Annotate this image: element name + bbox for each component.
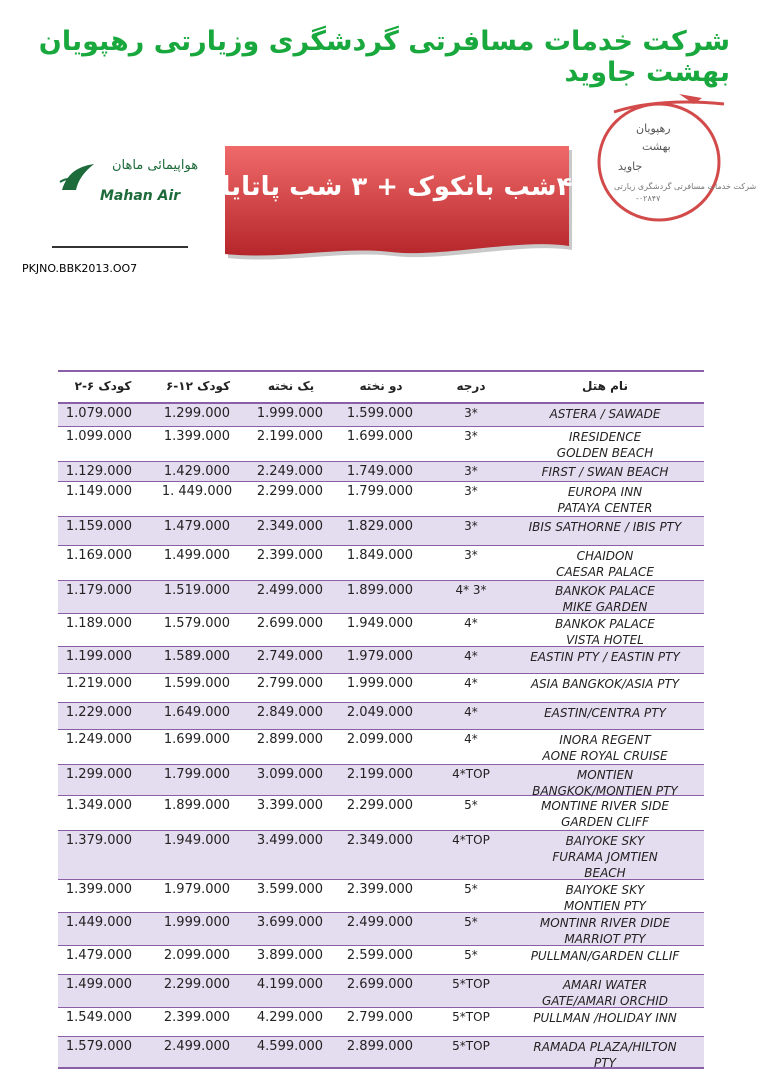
table-row [58, 831, 704, 880]
cell-grade: 3* [464, 406, 478, 420]
table-row [58, 674, 704, 703]
cell-hotel: ASTERA / SAWADE [549, 407, 661, 421]
cell-double: 1.799.000 [346, 484, 414, 499]
cell-hotel: MONTINE RIVER SIDE GARDEN CLIFF [541, 799, 669, 829]
cell-double: 1.849.000 [346, 548, 414, 563]
cell-grade: 4* 3* [455, 583, 487, 597]
cell-child6: 1.189.000 [65, 616, 133, 631]
cell-child6: 1.249.000 [65, 732, 133, 747]
cell-child6: 1.149.000 [65, 484, 133, 499]
cell-grade: 5* [464, 798, 478, 812]
cell-hotel: EASTIN/CENTRA PTY [544, 706, 666, 720]
cell-child12: 1.579.000 [163, 616, 231, 631]
cell-child12: 1.649.000 [163, 705, 231, 720]
cell-grade: 4* [464, 705, 478, 719]
cell-child6: 1.199.000 [65, 649, 133, 664]
cell-double: 2.349.000 [346, 833, 414, 848]
table-row [58, 765, 704, 796]
cell-grade: 4*TOP [452, 833, 490, 847]
cell-single: 2.299.000 [256, 484, 324, 499]
cell-hotel: IRESIDENCE GOLDEN BEACH [556, 430, 654, 460]
cell-child6: 1.399.000 [65, 882, 133, 897]
cell-child6: 1.379.000 [65, 833, 133, 848]
cell-hotel: MONTIEN BANGKOK/MONTIEN PTY [532, 768, 678, 798]
cell-double: 2.299.000 [346, 798, 414, 813]
cell-single: 3.499.000 [256, 833, 324, 848]
cell-child6: 1.579.000 [65, 1039, 133, 1054]
cell-child12: 1.589.000 [163, 649, 231, 664]
cell-child12: 1.999.000 [163, 915, 231, 930]
title-banner [221, 142, 573, 262]
table-row [58, 796, 704, 831]
cell-hotel: ASIA BANGKOK/ASIA PTY [530, 677, 680, 691]
header-double: دو نخته [359, 379, 403, 393]
cell-grade: 3* [464, 464, 478, 478]
cell-double: 2.799.000 [346, 1010, 414, 1025]
airline-name-fa: هواپیمائی ماهان [112, 158, 199, 173]
cell-grade: 4*TOP [452, 767, 490, 781]
cell-double: 1.999.000 [346, 676, 414, 691]
cell-child12: 1.699.000 [163, 732, 231, 747]
cell-single: 2.899.000 [256, 732, 324, 747]
cell-single: 3.699.000 [256, 915, 324, 930]
cell-double: 2.899.000 [346, 1039, 414, 1054]
cell-hotel: AMARI WATER GATE/AMARI ORCHID [541, 978, 669, 1008]
table-row [58, 1008, 704, 1037]
cell-single: 2.399.000 [256, 548, 324, 563]
cell-double: 2.399.000 [346, 882, 414, 897]
cell-double: 2.499.000 [346, 915, 414, 930]
header-child12: کودک ۱۲-۶ [165, 379, 231, 393]
cell-grade: 3* [464, 429, 478, 443]
cell-grade: 3* [464, 519, 478, 533]
cell-double: 1.599.000 [346, 406, 414, 421]
cell-grade: 5*TOP [452, 1010, 490, 1024]
cell-single: 2.249.000 [256, 464, 324, 479]
cell-single: 2.699.000 [256, 616, 324, 631]
cell-hotel: EUROPA INN PATAYA CENTER [557, 485, 653, 515]
cell-double: 1.949.000 [346, 616, 414, 631]
cell-hotel: PULLMAN/GARDEN CLLIF [530, 949, 680, 963]
cell-child6: 1.499.000 [65, 977, 133, 992]
table-row [58, 647, 704, 674]
cell-grade: 5*TOP [452, 1039, 490, 1053]
cell-child12: 1.949.000 [163, 833, 231, 848]
cell-hotel: BANKOK PALACE MIKE GARDEN [555, 584, 655, 614]
cell-child6: 1.129.000 [65, 464, 133, 479]
table-row [58, 427, 704, 462]
cell-grade: 3* [464, 484, 478, 498]
cell-child12: 2.499.000 [163, 1039, 231, 1054]
cell-grade: 3* [464, 548, 478, 562]
cell-double: 1.829.000 [346, 519, 414, 534]
package-number: PKJNO.BBK2013.OO7 [22, 262, 138, 275]
cell-single: 2.199.000 [256, 429, 324, 444]
mahan-air-logo-icon [58, 160, 98, 196]
stamp-line-4: شرکت خدمات مسافرتی گردشگری زیارتی [614, 182, 757, 191]
cell-double: 2.049.000 [346, 705, 414, 720]
cell-double: 1.749.000 [346, 464, 414, 479]
cell-child6: 1.219.000 [65, 676, 133, 691]
cell-single: 4.299.000 [256, 1010, 324, 1025]
cell-child12: 2.399.000 [163, 1010, 231, 1025]
cell-double: 1.699.000 [346, 429, 414, 444]
cell-hotel: RAMADA PLAZA/HILTON PTY [533, 1040, 677, 1070]
table-row [58, 913, 704, 946]
cell-single: 2.499.000 [256, 583, 324, 598]
cell-child6: 1.099.000 [65, 429, 133, 444]
cell-single: 2.799.000 [256, 676, 324, 691]
cell-grade: 4* [464, 616, 478, 630]
cell-child12: 1.499.000 [163, 548, 231, 563]
cell-child6: 1.299.000 [65, 767, 133, 782]
cell-double: 2.699.000 [346, 977, 414, 992]
cell-hotel: CHAIDON CAESAR PALACE [556, 549, 654, 579]
cell-child6: 1.079.000 [65, 406, 133, 421]
cell-single: 2.749.000 [256, 649, 324, 664]
table-header [58, 370, 704, 404]
cell-child12: 1.479.000 [163, 519, 231, 534]
cell-child6: 1.159.000 [65, 519, 133, 534]
company-title: شرکت خدمات مسافرتی گردشگری وزیارتی رهپویان بهشت جاوید [38, 26, 730, 88]
stamp-line-1: رهپویان [636, 122, 671, 135]
cell-hotel: BAIYOKE SKY MONTIEN PTY [564, 883, 646, 913]
cell-hotel: IBIS SATHORNE / IBIS PTY [528, 520, 682, 534]
cell-hotel: BAIYOKE SKY FURAMA JOMTIEN BEACH [552, 834, 658, 880]
header-hotel: نام هتل [582, 379, 628, 393]
cell-child12: 2.099.000 [163, 948, 231, 963]
cell-child12: 1.429.000 [163, 464, 231, 479]
table-row [58, 703, 704, 730]
cell-hotel: MONTINR RIVER DIDE MARRIOT PTY [539, 916, 671, 946]
package-title: ۴شب بانکوک + ۳ شب پاتایا [221, 172, 573, 202]
stamp-line-2: بهشت [642, 140, 671, 153]
cell-child12: 2.299.000 [163, 977, 231, 992]
cell-single: 3.399.000 [256, 798, 324, 813]
cell-single: 4.599.000 [256, 1039, 324, 1054]
airline-name-en: Mahan Air [100, 188, 181, 204]
table-row [58, 730, 704, 765]
cell-child12: 1.799.000 [163, 767, 231, 782]
cell-grade: 5* [464, 882, 478, 896]
cell-hotel: EASTIN PTY / EASTIN PTY [530, 650, 680, 664]
cell-child6: 1.479.000 [65, 948, 133, 963]
cell-grade: 4* [464, 732, 478, 746]
cell-child12: 1.899.000 [163, 798, 231, 813]
cell-grade: 5*TOP [452, 977, 490, 991]
cell-child6: 1.179.000 [65, 583, 133, 598]
cell-child6: 1.349.000 [65, 798, 133, 813]
cell-child6: 1.229.000 [65, 705, 133, 720]
table-row [58, 581, 704, 614]
cell-double: 2.599.000 [346, 948, 414, 963]
cell-single: 3.099.000 [256, 767, 324, 782]
cell-single: 2.349.000 [256, 519, 324, 534]
cell-single: 2.849.000 [256, 705, 324, 720]
table-body [58, 404, 704, 1069]
company-stamp-icon [584, 82, 734, 232]
table-row [58, 482, 704, 517]
table-row [58, 517, 704, 546]
cell-double: 1.899.000 [346, 583, 414, 598]
header-grade: درجه [456, 379, 486, 393]
cell-child6: 1.549.000 [65, 1010, 133, 1025]
cell-grade: 4* [464, 649, 478, 663]
cell-child12: 1. 449.000 [161, 484, 233, 499]
stamp-line-3: جاوید [618, 160, 643, 173]
cell-single: 1.999.000 [256, 406, 324, 421]
table-row [58, 880, 704, 913]
cell-hotel: FIRST / SWAN BEACH [541, 465, 669, 479]
cell-child12: 1.519.000 [163, 583, 231, 598]
table-row [58, 946, 704, 975]
cell-double: 2.099.000 [346, 732, 414, 747]
table-row [58, 614, 704, 647]
cell-hotel: PULLMAN /HOLIDAY INN [533, 1011, 677, 1025]
cell-single: 4.199.000 [256, 977, 324, 992]
table-row [58, 546, 704, 581]
cell-grade: 5* [464, 915, 478, 929]
cell-child12: 1.599.000 [163, 676, 231, 691]
cell-single: 3.899.000 [256, 948, 324, 963]
header-single: یک نخته [267, 379, 315, 393]
cell-single: 3.599.000 [256, 882, 324, 897]
cell-child12: 1.399.000 [163, 429, 231, 444]
stamp-line-5: -۰۲۸۴۷ [636, 194, 661, 203]
header-child6: کودک ۶-۲ [74, 379, 132, 393]
cell-child12: 1.299.000 [163, 406, 231, 421]
cell-double: 1.979.000 [346, 649, 414, 664]
cell-grade: 5* [464, 948, 478, 962]
cell-hotel: BANKOK PALACE VISTA HOTEL [555, 617, 655, 647]
cell-child6: 1.449.000 [65, 915, 133, 930]
cell-child6: 1.169.000 [65, 548, 133, 563]
table-row [58, 975, 704, 1008]
cell-child12: 1.979.000 [163, 882, 231, 897]
cell-grade: 4* [464, 676, 478, 690]
cell-hotel: INORA REGENT AONE ROYAL CRUISE [542, 733, 668, 763]
price-table [58, 370, 704, 1069]
table-row [58, 462, 704, 482]
table-row [58, 1037, 704, 1069]
table-row [58, 404, 704, 427]
cell-double: 2.199.000 [346, 767, 414, 782]
